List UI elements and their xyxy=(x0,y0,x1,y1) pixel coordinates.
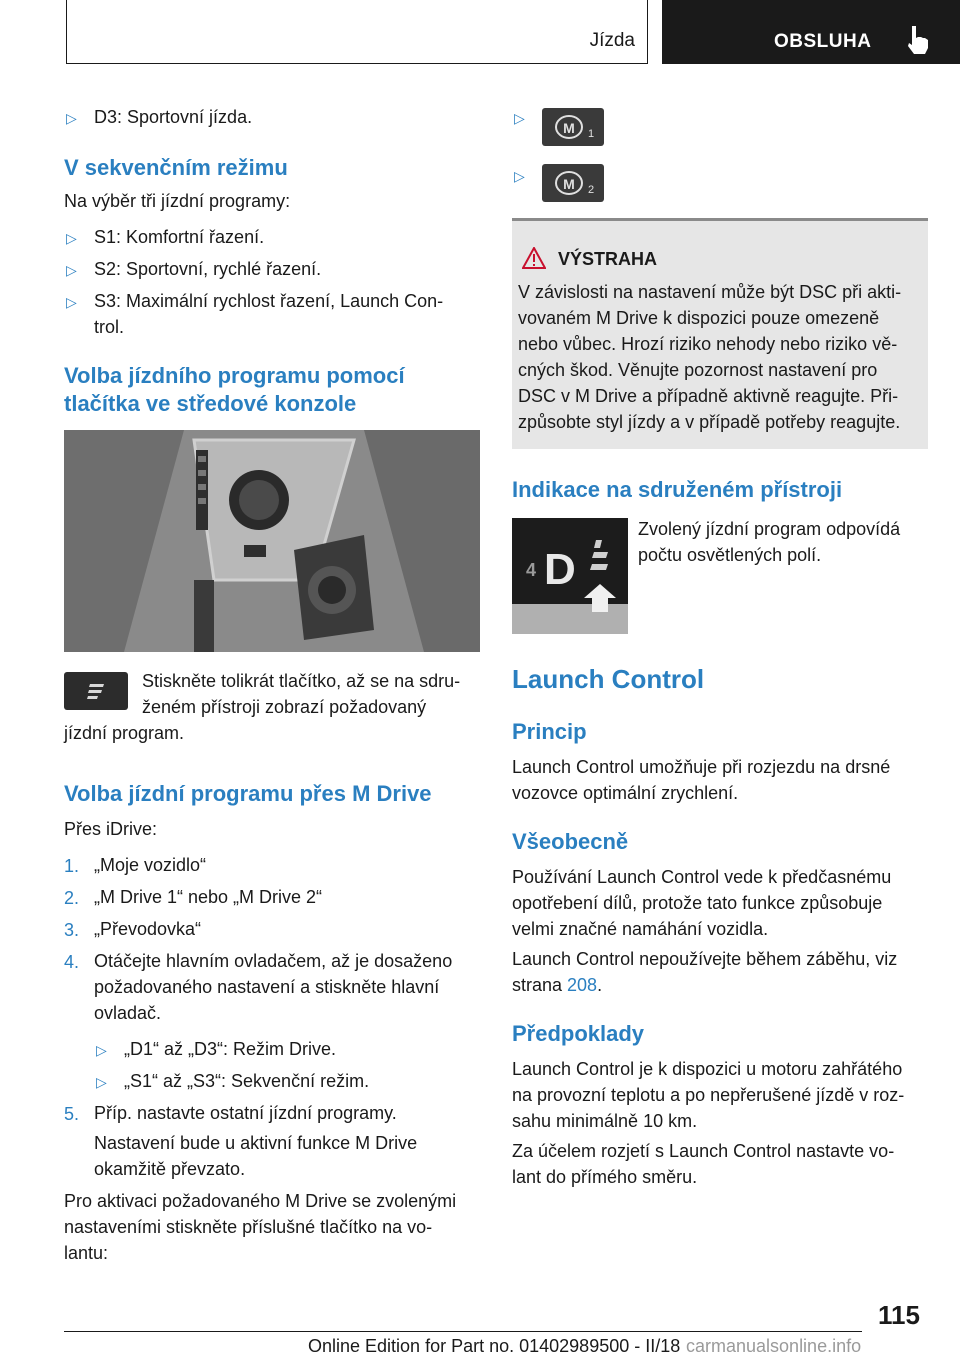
paragraph-line: sahu minimálně 10 km. xyxy=(512,1111,698,1131)
warning-text: nebo vůbec. Hrozí riziko nehody nebo riziko vě‐ xyxy=(518,334,898,354)
page-ref-suffix: . xyxy=(597,975,603,995)
footer-edition: Online Edition for Part no. 01402989500 - II/18 xyxy=(308,1336,681,1356)
page-number: 115 xyxy=(878,1300,920,1330)
paragraph: Stiskněte tolikrát tlačítko, až se na sdru‐ xyxy=(142,671,461,691)
paragraph-line: opotřebení dílů, protože tato funkce způsobuje xyxy=(512,893,883,913)
heading-launch-control: Launch Control xyxy=(512,664,705,694)
bullet-triangle-icon: ▷ xyxy=(66,230,77,246)
heading-principle: Princip xyxy=(512,719,587,744)
step-note: Nastavení bude u aktivní funkce M Drive xyxy=(94,1133,418,1153)
paragraph-line: počtu osvětlených polí. xyxy=(638,545,822,565)
step-text: „M Drive 1“ nebo „M Drive 2“ xyxy=(94,887,323,907)
list-item: S3: Maximální rychlost řazení, Launch Con‐ xyxy=(94,291,444,311)
paragraph: Launch Control umožňuje při rozjezdu na drsné xyxy=(512,757,891,777)
paragraph: Pro aktivaci požadovaného M Drive se zvolenými xyxy=(64,1191,457,1211)
footer-divider xyxy=(64,1331,862,1332)
step-text: „Moje vozidlo“ xyxy=(94,855,207,875)
header-section-box xyxy=(66,0,648,64)
bullet-triangle-icon: ▷ xyxy=(514,168,525,184)
step-text-line: požadovaného nastavení a stiskněte hlavní xyxy=(94,977,440,997)
m1-subscript: 1 xyxy=(588,128,595,140)
heading-mdrive-selection: Volba jízdní programu přes M Drive xyxy=(64,781,432,806)
sub-list-item: „S1“ až „S3“: Sekvenční režim. xyxy=(124,1071,370,1091)
page-ref-prefix: strana xyxy=(512,975,568,995)
paragraph-line: lantu: xyxy=(64,1243,109,1263)
paragraph: Používání Launch Control vede k předčasnému xyxy=(512,867,892,887)
step-text-line: ovladač. xyxy=(94,1003,162,1023)
paragraph: Přes iDrive: xyxy=(64,819,158,839)
paragraph-line: nastaveními stiskněte příslušné tlačítko na vo‐ xyxy=(64,1217,433,1237)
paragraph-line xyxy=(512,972,602,998)
warning-triangle-icon xyxy=(522,247,546,269)
heading-console-selection: Volba jízdního programu pomocí xyxy=(64,363,405,388)
warning-text: vovaném M Drive k dispozici pouze omezeně xyxy=(518,308,880,328)
m2-glyph xyxy=(542,164,604,202)
step-note-line: okamžitě převzato. xyxy=(94,1159,246,1179)
paragraph: Za účelem rozjetí s Launch Control nastavte vo‐ xyxy=(512,1141,895,1161)
warning-text: způsobte styl jízdy a v případě potřeby reagujte. xyxy=(518,412,901,432)
list-item: S2: Sportovní, rychlé řazení. xyxy=(94,259,322,279)
list-item-continuation: trol. xyxy=(94,317,125,337)
hand-pointer-icon xyxy=(902,24,930,56)
step-text: Otáčejte hlavním ovladačem, až je dosaženo xyxy=(94,951,453,971)
m2-subscript: 2 xyxy=(588,184,595,196)
list-item: S1: Komfortní řazení. xyxy=(94,227,265,247)
center-console-photo xyxy=(64,430,480,652)
header-tab-label: OBSLUHA xyxy=(774,31,872,52)
paragraph: Launch Control je k dispozici u motoru zahřátého xyxy=(512,1059,903,1079)
bullet-triangle-icon: ▷ xyxy=(66,262,77,278)
footer-watermark: carmanualsonline.info xyxy=(686,1336,862,1356)
step-text: Příp. nastavte ostatní jízdní programy. xyxy=(94,1103,397,1123)
instrument-cluster-image xyxy=(512,518,628,634)
header-section-title: Jízda xyxy=(589,30,635,51)
heading-prerequisites: Předpoklady xyxy=(512,1021,645,1046)
mode-stripes-icon xyxy=(64,672,128,710)
list-item: D3: Sportovní jízda. xyxy=(94,107,253,127)
warning-box xyxy=(512,218,928,449)
paragraph-line: na provozní teplotu a po nepřerušené jízdě v roz‐ xyxy=(512,1085,905,1105)
paragraph: Na výběr tři jízdní programy: xyxy=(64,191,291,211)
m1-glyph xyxy=(542,108,604,146)
warning-text: V závislosti na nastavení může být DSC při akti‐ xyxy=(518,282,902,302)
paragraph-line: velmi značné namáhání vozidla. xyxy=(512,919,769,939)
warning-title: VÝSTRAHA xyxy=(558,249,658,269)
paragraph: Launch Control nepoužívejte během záběhu, viz xyxy=(512,949,898,969)
heading-general: Všeobecně xyxy=(512,829,629,854)
page-reference-link[interactable]: 208 xyxy=(567,975,598,995)
step-number: 2. xyxy=(64,888,80,908)
heading-console-selection-line2: tlačítka ve středové konzole xyxy=(64,391,357,416)
step-number: 5. xyxy=(64,1104,80,1124)
svg-text:M: M xyxy=(563,120,575,136)
paragraph-line: vozovce optimální zrychlení. xyxy=(512,783,739,803)
heading-sequential-mode: V sekvenčním režimu xyxy=(64,155,288,180)
cluster-gear-number: 4 xyxy=(526,560,537,580)
cluster-gear-letter: D xyxy=(544,545,576,594)
driving-mode-button-icon xyxy=(64,672,128,710)
bullet-triangle-icon: ▷ xyxy=(514,110,525,126)
heading-instrument-cluster: Indikace na sdruženém přístroji xyxy=(512,477,843,502)
m1-steering-button-icon xyxy=(542,108,604,146)
paragraph-line: lant do přímého směru. xyxy=(512,1167,698,1187)
svg-text:M: M xyxy=(563,176,575,192)
sub-list-item: „D1“ až „D3“: Režim Drive. xyxy=(124,1039,337,1059)
step-number: 1. xyxy=(64,856,80,876)
step-text: „Převodovka“ xyxy=(94,919,202,939)
bullet-triangle-icon: ▷ xyxy=(96,1042,107,1058)
warning-text: DSC v M Drive a případně aktivně reagujte. Při‐ xyxy=(518,386,899,406)
step-number: 3. xyxy=(64,920,80,940)
m2-steering-button-icon xyxy=(542,164,604,202)
paragraph-line: jízdní program. xyxy=(64,723,185,743)
warning-text: cných škod. Věnujte pozornost nastavení pro xyxy=(518,360,878,380)
header-tab xyxy=(662,0,960,64)
bullet-triangle-icon: ▷ xyxy=(96,1074,107,1090)
paragraph-line: ženém přístroji zobrazí požadovaný xyxy=(142,697,427,717)
paragraph: Zvolený jízdní program odpovídá xyxy=(638,519,901,539)
step-number: 4. xyxy=(64,952,80,972)
cluster-display-illustration xyxy=(512,518,628,634)
center-console-illustration xyxy=(64,430,480,652)
bullet-triangle-icon: ▷ xyxy=(66,294,77,310)
bullet-triangle-icon: ▷ xyxy=(66,110,77,126)
